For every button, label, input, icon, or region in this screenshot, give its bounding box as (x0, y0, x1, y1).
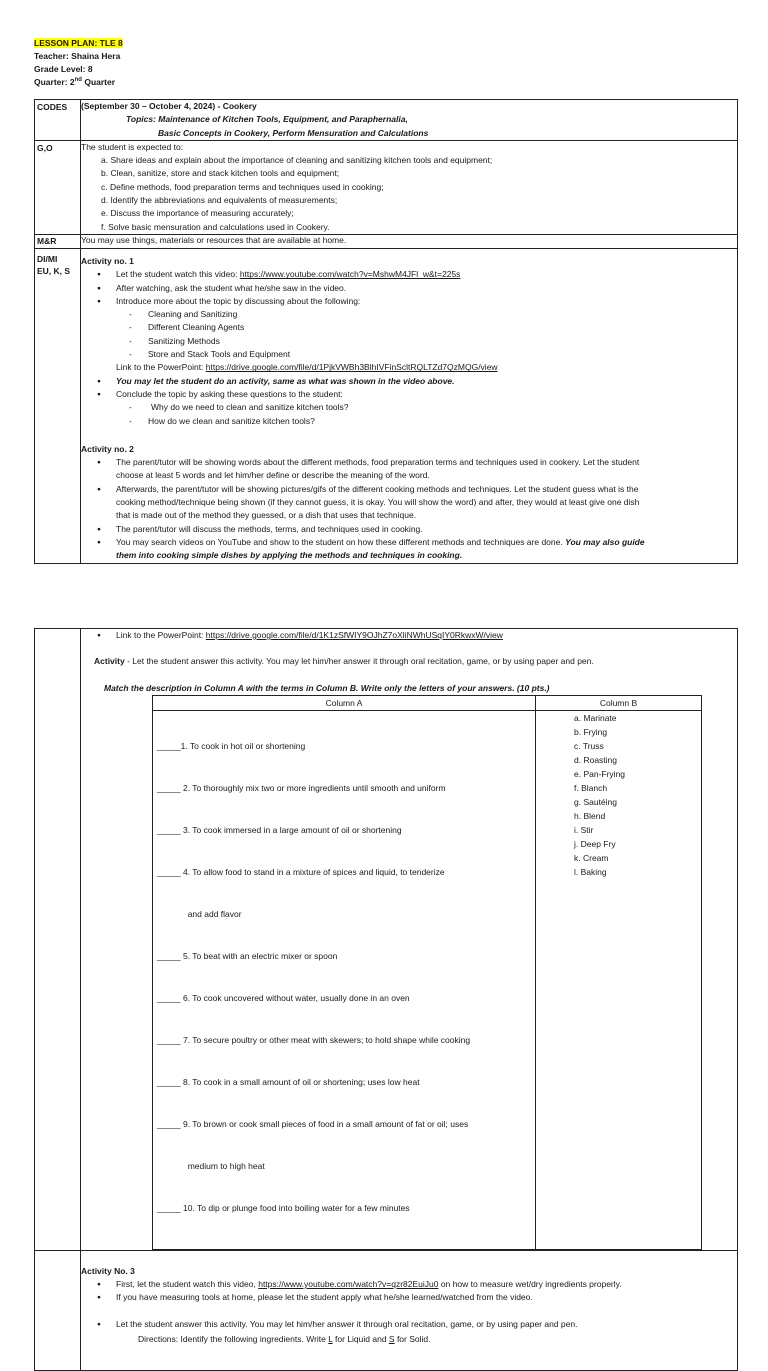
objective-e: e. Discuss the importance of measuring accurately; (101, 208, 294, 219)
column-b-item: j. Deep Fry (574, 838, 616, 849)
column-a-item: _____ 3. To cook immersed in a large amount of oil or shortening (157, 824, 402, 835)
column-a-item: _____ 6. To cook uncovered without water, usually done in an oven (157, 992, 410, 1003)
youtube-link-2[interactable]: https://www.youtube.com/watch?v=qzr82EuiJu0 (258, 1279, 439, 1290)
column-a-item: _____1. To cook in hot oil or shortening (157, 740, 306, 751)
powerpoint-link[interactable]: https://drive.google.com/file/d/1PjkVWBh3BlhIVFinScltRQLTZd7QzMQG/view (205, 362, 498, 373)
bullet-watch-video: ● Let the student watch this video: https://www.youtube.com/watch?v=MshwM4JFl_w&t=225s (81, 268, 737, 281)
bullet-after-watching: ● After watching, ask the student what he/she saw in the video. (81, 282, 737, 295)
activity-2-title: Activity no. 2 (81, 443, 134, 454)
topics-line-2: Basic Concepts in Cookery, Perform Mensuration and Calculations (158, 127, 429, 138)
bullet-measure-video: ● First, let the student watch this video, https://www.youtube.com/watch?v=qzr82EuiJu0 on how to measure wet/dry ingredients properly. (81, 1278, 737, 1291)
go-label: G,O (37, 142, 53, 153)
bullet-conclude: ● Conclude the topic by asking these questions to the student: (81, 388, 737, 401)
column-a-item: _____ 5. To beat with an electric mixer or spoon (157, 950, 338, 961)
quarter-line: Quarter: 2nd Quarter (34, 77, 116, 87)
column-a-item: _____ 10. To dip or plunge food into boiling water for a few minutes (157, 1202, 410, 1213)
activity-match-row (35, 629, 738, 1251)
bullet-answer-activity: ● Let the student answer this activity. You may let him/her answer it through oral recitation, game, or by using paper and pen. (81, 1318, 737, 1331)
column-a-item: _____ 7. To secure poultry or other meat with skewers; to hold shape while cooking (157, 1034, 471, 1045)
bullet-show-words: ● The parent/tutor will be showing words about the different methods, food preparation terms and techniques used in cookery. Let the student choose at least 5 words and let him/her define or describe the meaning of the word. (81, 456, 737, 483)
materials-text: You may use things, materials or resources that are available at home. (81, 234, 347, 245)
lesson-plan-table-continued (34, 628, 738, 1371)
column-b-item: f. Blanch (574, 782, 608, 793)
column-b-item: d. Roasting (574, 754, 617, 765)
column-b-item: c. Truss (574, 740, 604, 751)
bullet-discuss-methods: ● The parent/tutor will discuss the methods, terms, and techniques used in cooking. (81, 523, 737, 536)
topic-item: - Cleaning and Sanitizing (81, 308, 737, 321)
bullet-search-videos: ● You may search videos on YouTube and show to the student on how these different methods and techniques are done. You may also guide them into cooking simple dishes by applying the methods and techniques in cooking. (81, 536, 737, 563)
mr-label: M&R (37, 235, 57, 246)
column-a-header: Column A (153, 695, 536, 710)
bullet-apply-learning: ● If you have measuring tools at home, please let the student apply what he/she learned/watched from the video. (81, 1291, 737, 1304)
codes-label: CODES (37, 102, 68, 112)
column-b-items (536, 710, 702, 1249)
directions-line: Directions: Identify the following ingredients. Write L for Liquid and S for Solid. (138, 1334, 431, 1345)
powerpoint-link-line: Link to the PowerPoint: https://drive.google.com/file/d/1PjkVWBh3BlhIVFinScltRQLTZd7QzMQG/view (116, 362, 498, 373)
topics-line-1: Topics: Maintenance of Kitchen Tools, Equipment, and Paraphernalia, (126, 114, 408, 125)
question-item: - How do we clean and sanitize kitchen tools? (81, 415, 737, 428)
topic-item: - Store and Stack Tools and Equipment (81, 348, 737, 361)
column-b-item: e. Pan-Frying (574, 768, 626, 779)
objective-f: f. Solve basic mensuration and calculations used in Cookery. (101, 221, 330, 232)
column-a-item: _____ 4. To allow food to stand in a mixture of spices and liquid, to tenderize (157, 866, 445, 877)
objective-a: a. Share ideas and explain about the importance of cleaning and sanitizing kitchen tools and equipment; (101, 155, 493, 166)
objectives-row (35, 140, 738, 234)
codes-row (35, 100, 738, 141)
bullet-show-pictures: ● Afterwards, the parent/tutor will be showing pictures/gifs of the different cooking methods and techniques. Let the student guess what is the cooking method/technique being shown (if they cannot guess, it is okay. You will show the word) and after, they would at least give one dish that is made out of the method they guessed, or a dish that uses that technique. (81, 483, 737, 523)
objective-b: b. Clean, sanitize, store and stack kitchen tools and equipment; (101, 168, 340, 179)
column-b-item: i. Stir (574, 824, 594, 835)
objectives-intro: The student is expected to: (81, 141, 184, 152)
column-b-item: k. Cream (574, 852, 609, 863)
di-label: DI/MI EU, K, S (37, 253, 71, 276)
column-a-item: _____ 8. To cook in a small amount of oil or shortening; uses low heat (157, 1076, 420, 1087)
objective-d: d. Identify the abbreviations and equivalents of measurements; (101, 195, 338, 206)
topic-item: - Sanitizing Methods (81, 335, 737, 348)
lesson-plan-table (34, 99, 738, 564)
activities-row (35, 248, 738, 563)
match-instruction: Match the description in Column A with the terms in Column B. Write only the letters of your answers. (10 pts.) (104, 682, 550, 693)
objective-c: c. Define methods, food preparation terms and techniques used in cooking; (101, 181, 384, 192)
column-b-header: Column B (536, 695, 702, 710)
activity-3-row (35, 1250, 738, 1370)
column-b-item: b. Frying (574, 726, 608, 737)
column-a-item: medium to high heat (157, 1160, 265, 1171)
week-heading: (September 30 – October 4, 2024) - Cookery (81, 101, 257, 111)
lesson-plan-title: LESSON PLAN: TLE 8 (34, 38, 123, 48)
activity-1-title: Activity no. 1 (81, 255, 134, 266)
column-a-item: and add flavor (157, 908, 242, 919)
column-b-item: h. Blend (574, 810, 606, 821)
materials-row (35, 234, 738, 248)
column-a-item: _____ 9. To brown or cook small pieces of food in a small amount of fat or oil; uses (157, 1118, 469, 1129)
matching-table (152, 695, 702, 1250)
activity-instruction: Activity - Let the student answer this activity. You may let him/her answer it through oral recitation, game, or by using paper and pen. (94, 656, 594, 667)
column-b-item: g. Sautéing (574, 796, 618, 807)
column-a-items (153, 710, 536, 1249)
column-b-item: l. Baking (574, 866, 607, 877)
activity-3-title: Activity No. 3 (81, 1265, 135, 1276)
powerpoint-link-2[interactable]: https://drive.google.com/file/d/1K1zSfWIY9OJhZ7oXliNWhUSqIY0RkwxW/view (205, 630, 503, 640)
topic-item: - Different Cleaning Agents (81, 321, 737, 334)
grade-line: Grade Level: 8 (34, 64, 93, 74)
column-b-item: a. Marinate (574, 712, 617, 723)
bullet-activity-note: ● You may let the student do an activity, same as what was shown in the video above. (81, 375, 737, 388)
column-a-item: _____ 2. To thoroughly mix two or more ingredients until smooth and uniform (157, 782, 446, 793)
youtube-link[interactable]: https://www.youtube.com/watch?v=MshwM4JFl_w&t=225s (239, 269, 461, 280)
bullet-introduce-topic: ● Introduce more about the topic by discussing about the following: (81, 295, 737, 308)
teacher-line: Teacher: Shaina Hera (34, 51, 121, 61)
question-item: - Why do we need to clean and sanitize kitchen tools? (81, 401, 737, 414)
powerpoint-link-line-2: ● Link to the PowerPoint: https://drive.google.com/file/d/1K1zSfWIY9OJhZ7oXliNWhUSqIY0RkwxW/view (81, 629, 737, 642)
document-header (34, 37, 123, 89)
